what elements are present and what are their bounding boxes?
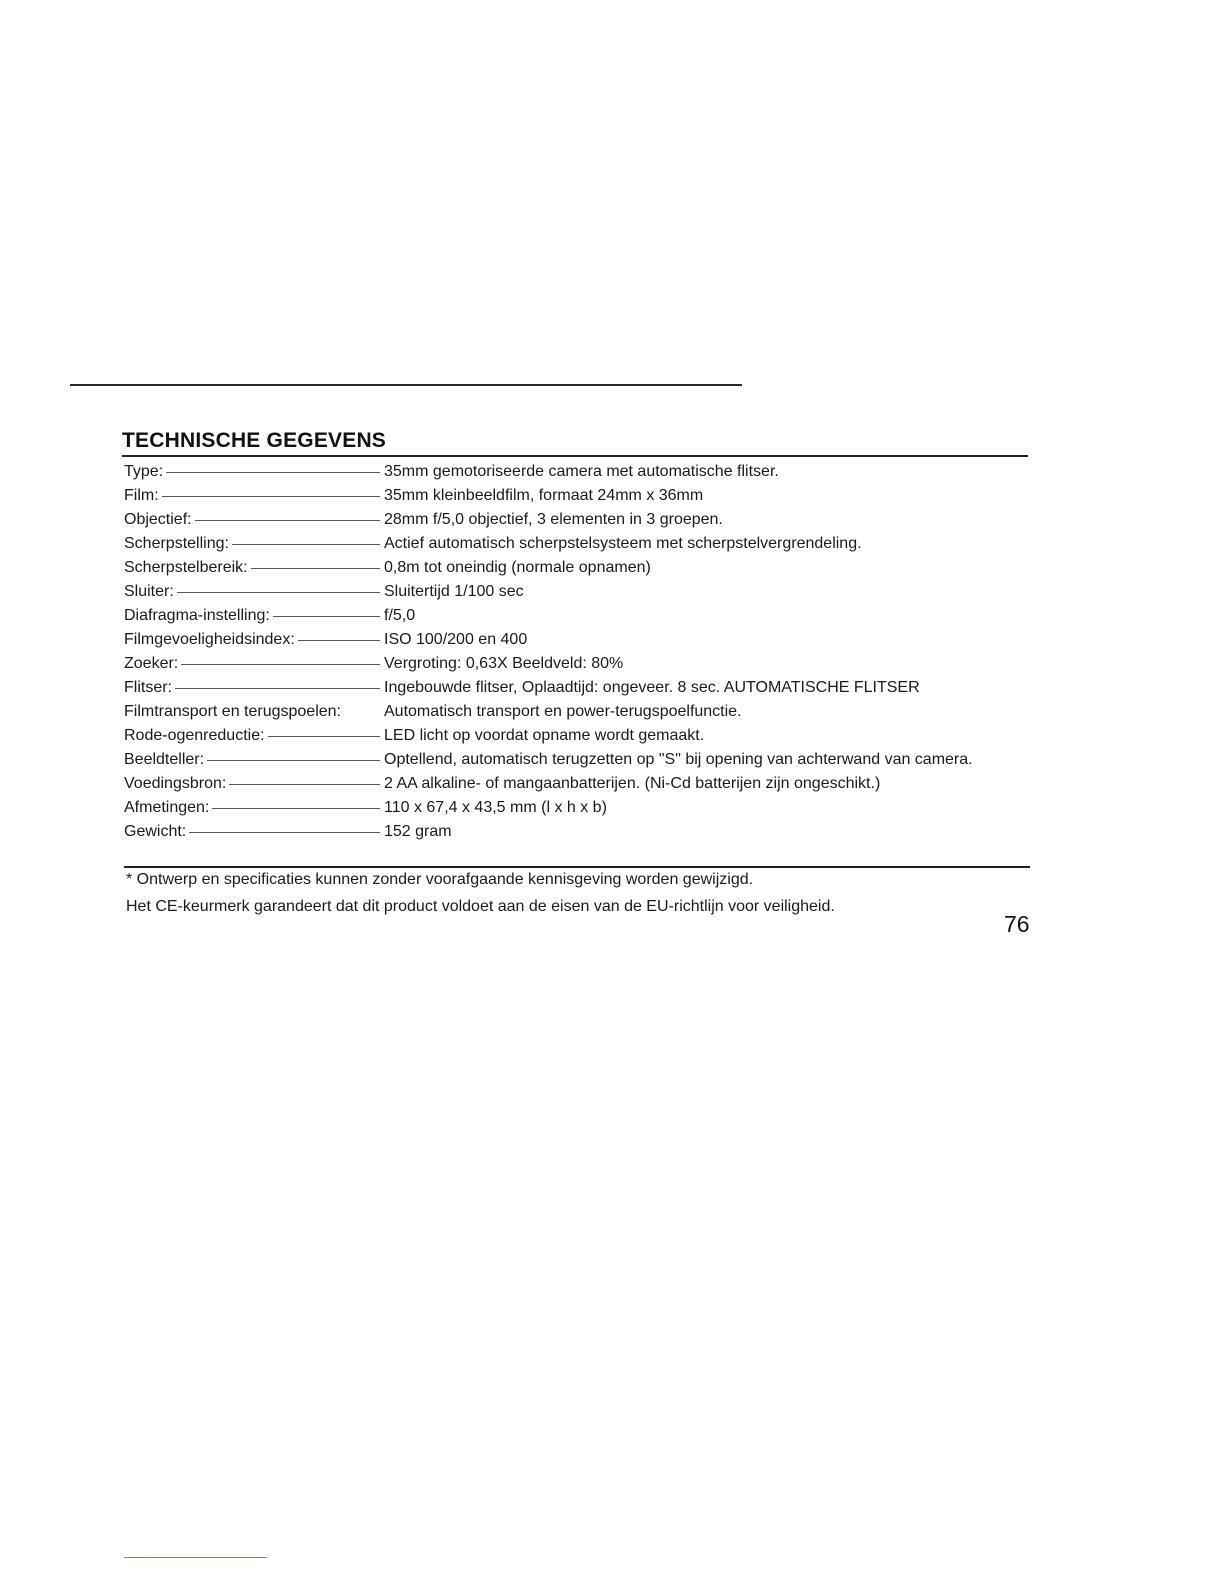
spec-value: 0,8m tot oneindig (normale opnamen) [384, 559, 651, 576]
spec-row-gewicht [124, 820, 1024, 844]
ce-note: Het CE-keurmerk garandeert dat dit product voldoet aan de eisen van de EU-richtlijn voor veiligheid. [126, 898, 835, 915]
spec-label: Objectief: [124, 511, 192, 528]
leader-line [177, 592, 380, 593]
spec-label: Scherpstelbereik: [124, 559, 248, 576]
spec-label: Afmetingen: [124, 799, 210, 816]
leader-line [229, 784, 380, 785]
section-title: TECHNISCHE GEGEVENS [122, 429, 387, 452]
spec-value: ISO 100/200 en 400 [384, 631, 528, 648]
spec-value: 110 x 67,4 x 43,5 mm (l x h x b) [384, 799, 607, 816]
spec-label: Rode-ogenreductie: [124, 727, 265, 744]
page-number: 76 [1004, 911, 1030, 937]
spec-row-objectief [124, 508, 1024, 532]
bottom-stub-rule [124, 1557, 267, 1558]
spec-row-flitser [124, 676, 1024, 700]
leader-line [207, 760, 380, 761]
spec-value: 35mm kleinbeeldfilm, formaat 24mm x 36mm [384, 487, 704, 504]
leader-line [273, 616, 380, 617]
spec-row-filmgevoeligheid [124, 628, 1024, 652]
spec-row-voedingsbron [124, 772, 1024, 796]
spec-label: Flitser: [124, 679, 172, 696]
spec-table [124, 460, 1024, 844]
spec-value: Actief automatisch scherpstelsysteem met scherpstelvergrendeling. [384, 535, 862, 552]
spec-label: Zoeker: [124, 655, 179, 672]
spec-value: 2 AA alkaline- of mangaanbatterijen. (Ni-Cd batterijen zijn ongeschikt.) [384, 775, 881, 792]
spec-label: Filmgevoeligheidsindex: [124, 631, 295, 648]
leader-line [232, 544, 380, 545]
spec-row-afmetingen [124, 796, 1024, 820]
leader-line [175, 688, 380, 689]
spec-row-rode-ogenreductie [124, 724, 1024, 748]
leader-line [181, 664, 380, 665]
spec-value: Optellend, automatisch terugzetten op "S" bij opening van achterwand van camera. [384, 751, 973, 768]
spec-label: Voedingsbron: [124, 775, 227, 792]
leader-line [212, 808, 380, 809]
spec-label: Diafragma-instelling: [124, 607, 270, 624]
spec-row-filmtransport [124, 700, 1024, 724]
spec-label: Type: [124, 463, 164, 480]
spec-row-zoeker [124, 652, 1024, 676]
spec-row-beeldteller [124, 748, 1024, 772]
spec-value: f/5,0 [384, 607, 416, 624]
leader-line [189, 832, 380, 833]
top-divider-rule [70, 384, 742, 386]
spec-value: Sluitertijd 1/100 sec [384, 583, 524, 600]
leader-line [195, 520, 380, 521]
spec-value: 35mm gemotoriseerde camera met automatische flitser. [384, 463, 779, 480]
spec-value: 28mm f/5,0 objectief, 3 elementen in 3 groepen. [384, 511, 723, 528]
spec-label: Beeldteller: [124, 751, 205, 768]
spec-value: 152 gram [384, 823, 452, 840]
footnote: * Ontwerp en specificaties kunnen zonder voorafgaande kennisgeving worden gewijzigd. [126, 871, 754, 888]
spec-row-sluiter [124, 580, 1024, 604]
spec-label: Film: [124, 487, 159, 504]
spec-label: Filmtransport en terugspoelen: [124, 703, 341, 720]
spec-label: Scherpstelling: [124, 535, 229, 552]
spec-value: LED licht op voordat opname wordt gemaakt. [384, 727, 705, 744]
leader-line [166, 472, 380, 473]
leader-line [298, 640, 380, 641]
leader-line [268, 736, 380, 737]
spec-label: Sluiter: [124, 583, 174, 600]
spec-row-film [124, 484, 1024, 508]
spec-row-diafragma [124, 604, 1024, 628]
title-underline-rule [122, 455, 1028, 457]
spec-value: Vergroting: 0,63X Beeldveld: 80% [384, 655, 624, 672]
spec-value: Automatisch transport en power-terugspoelfunctie. [384, 703, 742, 720]
spec-value: Ingebouwde flitser, Oplaadtijd: ongeveer. 8 sec. AUTOMATISCHE FLITSER [384, 679, 920, 696]
leader-line [162, 496, 380, 497]
spec-label: Gewicht: [124, 823, 187, 840]
leader-line [251, 568, 380, 569]
spec-row-scherpstelling [124, 532, 1024, 556]
spec-row-type [124, 460, 1024, 484]
spec-row-scherpstelbereik [124, 556, 1024, 580]
